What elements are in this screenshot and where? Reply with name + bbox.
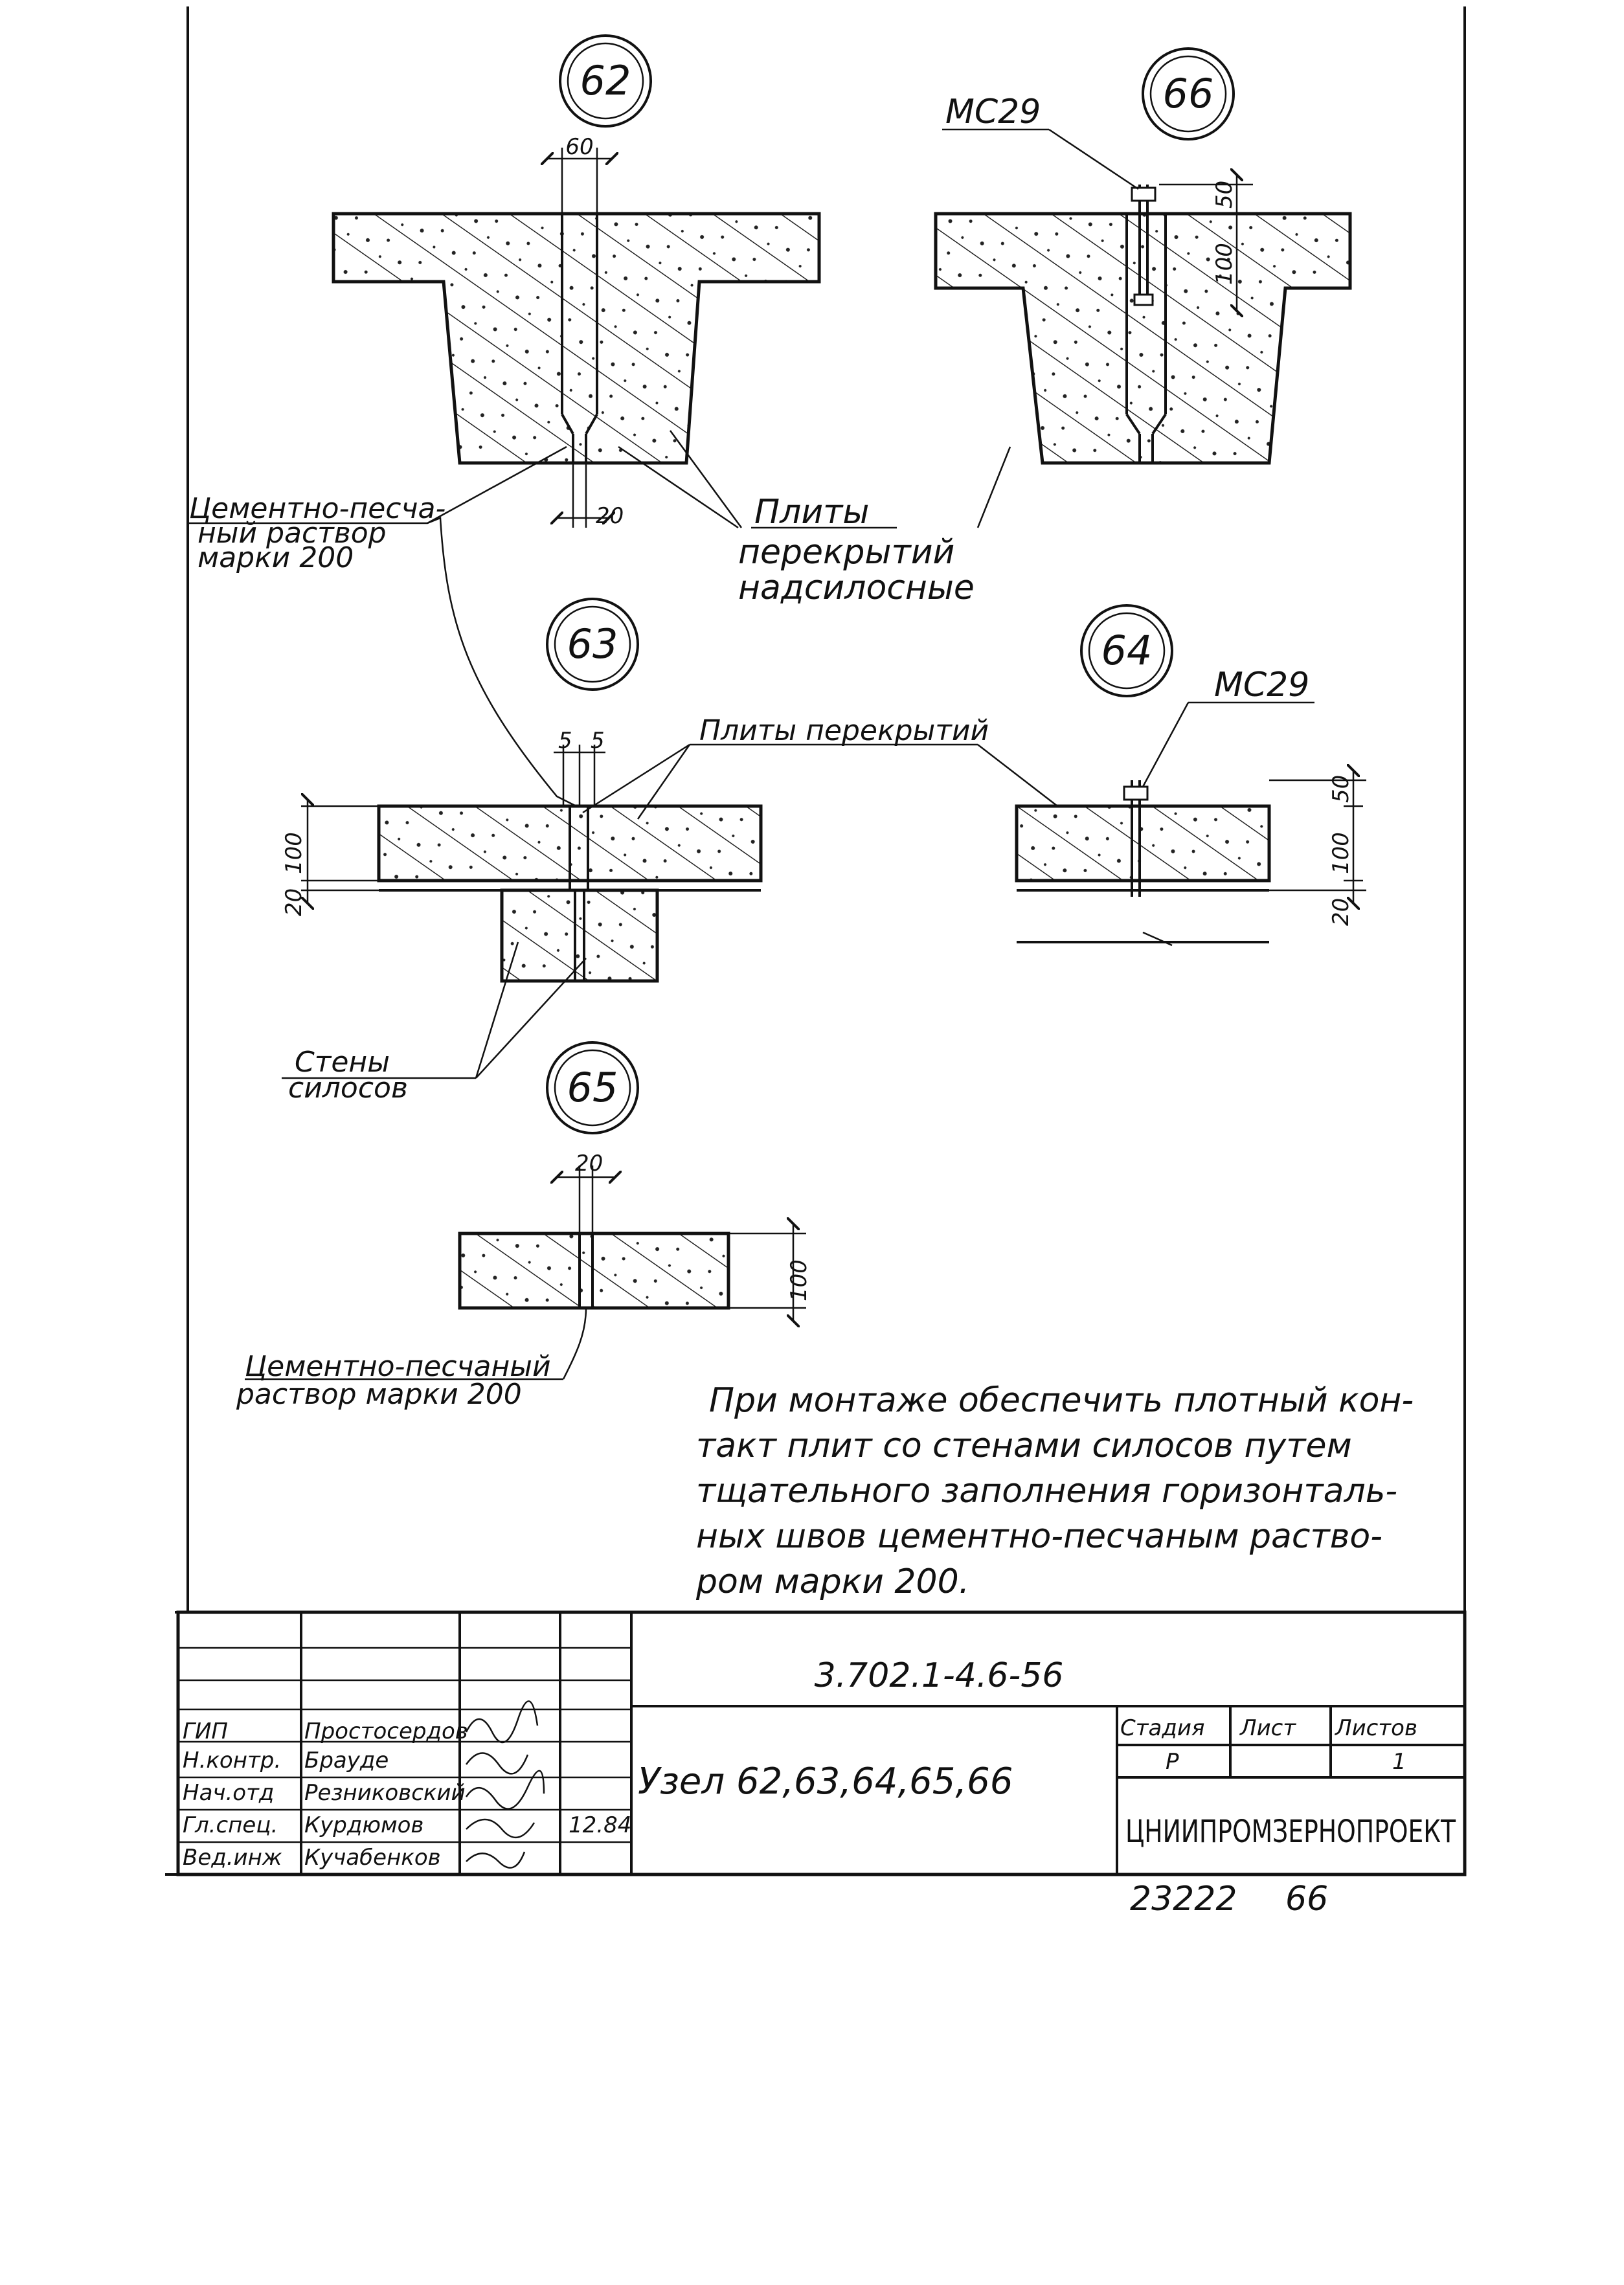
node-63-dim-5b: 5 [591, 728, 605, 754]
node-64-section [1017, 703, 1366, 945]
node-64-number: 64 [1101, 627, 1153, 674]
mortar-label-top-line3: марки 200 [197, 541, 354, 574]
mortar-label-top-line1: Цементно-песча- [189, 492, 446, 525]
node-63-section [301, 745, 761, 981]
walls-label-line1: Стены [295, 1046, 390, 1079]
role-4: Гл.спец. [183, 1812, 278, 1838]
name-5: Кучабенков [304, 1845, 441, 1871]
node-62-section [333, 148, 819, 528]
node-63-number: 63 [567, 620, 618, 668]
stage-header: Стадия [1120, 1715, 1205, 1741]
note-line-3: тщательного заполнения горизонталь- [696, 1472, 1398, 1511]
node-64-dim-50: 50 [1328, 774, 1354, 803]
node-66-anchor-label: МС29 [945, 93, 1041, 131]
slabs-label-line1: Плиты [754, 493, 870, 532]
note-line-4: ных швов цементно-песчаным раство- [696, 1517, 1383, 1556]
node-63-dim-100: 100 [281, 832, 307, 874]
name-4: Курдюмов [304, 1812, 424, 1838]
note-line-1: При монтаже обеспечить плотный кон- [709, 1381, 1414, 1420]
slabs-floor-label: Плиты перекрытий [699, 714, 989, 747]
slabs-label-line2: перекрытий [738, 533, 955, 572]
node-64-dim-20: 20 [1328, 897, 1354, 926]
mortar-label-bottom-line2: раствор марки 200 [236, 1378, 522, 1411]
stage-value: Р [1166, 1749, 1179, 1775]
doc-code: 3.702.1-4.6-56 [814, 1656, 1064, 1695]
node-64-dim-100: 100 [1328, 832, 1354, 874]
date: 12.84 [569, 1812, 632, 1838]
node-66-number: 66 [1162, 70, 1214, 117]
node-65-section [245, 1165, 806, 1379]
mortar-label-top-line2: ный раствор [197, 517, 387, 550]
node-65-number: 65 [567, 1064, 618, 1111]
slabs-label-line3: надсилосные [738, 568, 975, 607]
node-65-dim-100: 100 [786, 1259, 812, 1301]
role-3: Нач.отд [183, 1780, 275, 1806]
sheet-header: Лист [1240, 1715, 1296, 1741]
node-65-dim-20: 20 [575, 1151, 603, 1176]
mortar-label-bottom-line1: Цементно-песчаный [245, 1350, 551, 1383]
sheets-value: 1 [1392, 1749, 1406, 1775]
name-2: Брауде [304, 1748, 389, 1773]
node-62-dim-60: 60 [565, 134, 594, 160]
sheet-title: Узел 62,63,64,65,66 [638, 1761, 1013, 1803]
node-66-dim-50: 50 [1212, 180, 1237, 208]
node-62-number: 62 [580, 57, 631, 104]
role-2: Н.контр. [183, 1748, 282, 1773]
note-line-2: такт плит со стенами силосов путем [696, 1426, 1352, 1465]
role-5: Вед.инж [183, 1845, 282, 1871]
node-62-dim-20: 20 [596, 503, 624, 529]
node-63-dim-5a: 5 [558, 728, 572, 754]
role-1: ГИП [183, 1718, 228, 1744]
walls-label-line2: силосов [288, 1072, 408, 1105]
organization: ЦНИИПРОМЗЕРНОПРОЕКТ [1125, 1814, 1456, 1850]
sheets-header: Листов [1335, 1715, 1418, 1741]
name-3: Резниковский [304, 1780, 466, 1806]
node-66-section [936, 129, 1350, 463]
page-number: 66 [1285, 1880, 1329, 1919]
node-66-dim-100: 100 [1212, 243, 1237, 285]
node-64-anchor-label: МС29 [1214, 666, 1310, 704]
name-1: Простосердов [304, 1718, 468, 1744]
node-63-dim-20: 20 [281, 888, 307, 916]
inventory-number: 23222 [1130, 1880, 1237, 1919]
note-line-5: ром марки 200. [696, 1562, 970, 1601]
